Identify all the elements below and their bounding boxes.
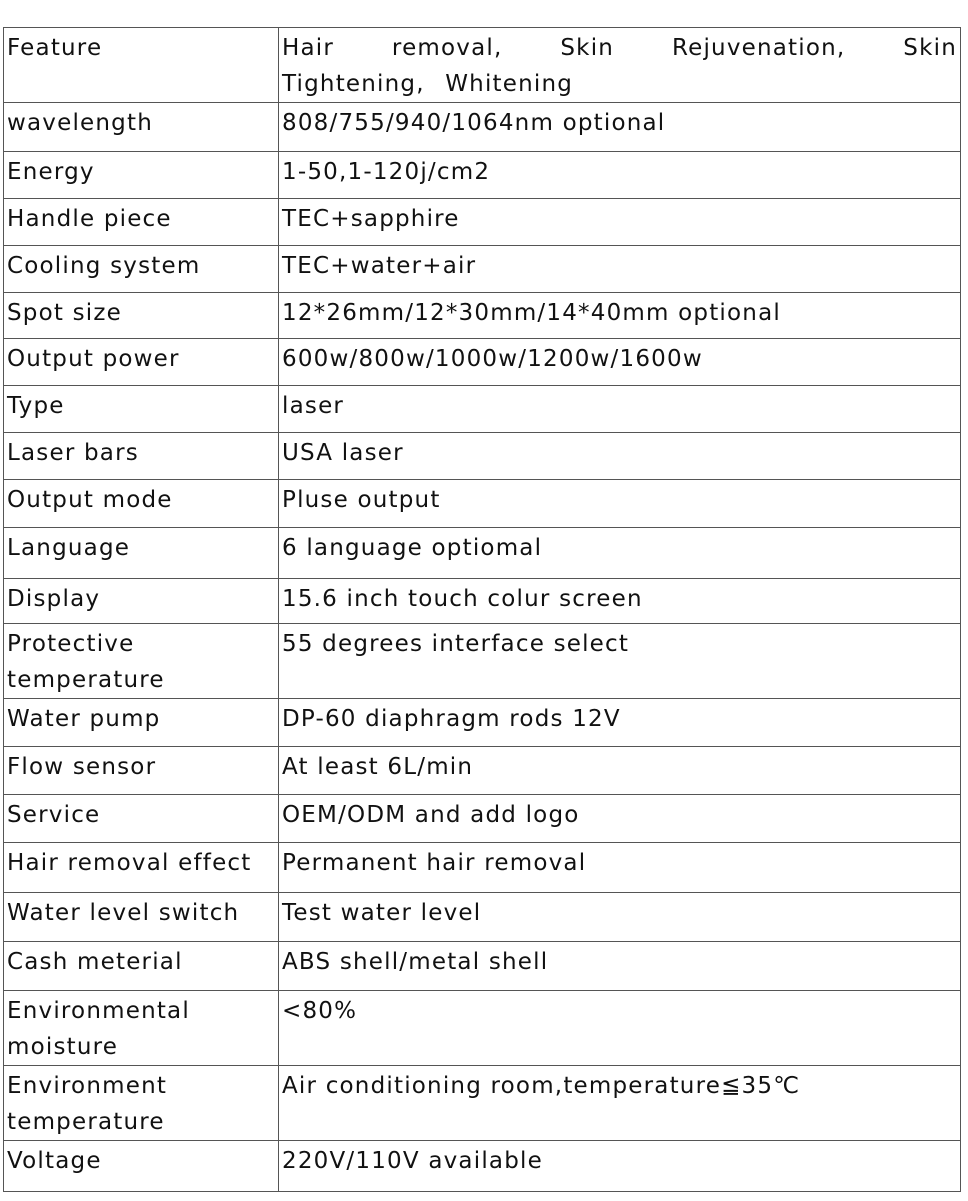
- spec-value: Hair removal, Skin Rejuvenation, Skin Tightening, Whitening: [279, 28, 961, 103]
- spec-label: Voltage: [4, 1141, 279, 1192]
- spec-label: Environmental moisture: [4, 991, 279, 1066]
- table-row: [4, 942, 961, 991]
- table-row: [4, 1141, 961, 1192]
- spec-label: Flow sensor: [4, 747, 279, 795]
- spec-label: Laser bars: [4, 433, 279, 480]
- table-row: [4, 991, 961, 1066]
- table-row: [4, 893, 961, 942]
- spec-label: Water pump: [4, 699, 279, 747]
- spec-value: 12*26mm/12*30mm/14*40mm optional: [279, 293, 961, 339]
- table-row: [4, 1066, 961, 1141]
- spec-label: Water level switch: [4, 893, 279, 942]
- table-row: [4, 199, 961, 246]
- spec-label: Energy: [4, 152, 279, 199]
- table-row: [4, 28, 961, 103]
- spec-value: 6 language optiomal: [279, 528, 961, 579]
- spec-label: Display: [4, 579, 279, 624]
- spec-value: 55 degrees interface select: [279, 624, 961, 699]
- spec-value: laser: [279, 386, 961, 433]
- table-row: [4, 747, 961, 795]
- table-row: [4, 293, 961, 339]
- spec-label: Output power: [4, 339, 279, 386]
- spec-label: Type: [4, 386, 279, 433]
- table-row: [4, 480, 961, 528]
- table-row: [4, 246, 961, 293]
- spec-value: ABS shell/metal shell: [279, 942, 961, 991]
- spec-value: Pluse output: [279, 480, 961, 528]
- table-row: [4, 103, 961, 152]
- table-row: [4, 528, 961, 579]
- spec-label: Service: [4, 795, 279, 843]
- spec-label: Cooling system: [4, 246, 279, 293]
- spec-label: wavelength: [4, 103, 279, 152]
- spec-value: USA laser: [279, 433, 961, 480]
- spec-value: At least 6L/min: [279, 747, 961, 795]
- spec-value: 15.6 inch touch colur screen: [279, 579, 961, 624]
- table-row: [4, 699, 961, 747]
- spec-value: Test water level: [279, 893, 961, 942]
- spec-value: TEC+water+air: [279, 246, 961, 293]
- spec-value: DP-60 diaphragm rods 12V: [279, 699, 961, 747]
- table-row: [4, 152, 961, 199]
- spec-label: Spot size: [4, 293, 279, 339]
- table-row: [4, 843, 961, 893]
- spec-value: <80%: [279, 991, 961, 1066]
- spec-value: 808/755/940/1064nm optional: [279, 103, 961, 152]
- spec-value: OEM/ODM and add logo: [279, 795, 961, 843]
- spec-value: 1-50,1-120j/cm2: [279, 152, 961, 199]
- table-row: [4, 579, 961, 624]
- spec-label: Cash meterial: [4, 942, 279, 991]
- table-row: [4, 433, 961, 480]
- table-row: [4, 624, 961, 699]
- spec-value: Permanent hair removal: [279, 843, 961, 893]
- spec-label: Feature: [4, 28, 279, 103]
- table-row: [4, 386, 961, 433]
- table-row: [4, 339, 961, 386]
- spec-label: Protective temperature: [4, 624, 279, 699]
- specification-table: [3, 27, 961, 1192]
- spec-label: Language: [4, 528, 279, 579]
- spec-value: Air conditioning room,temperature≦35℃: [279, 1066, 961, 1141]
- spec-value: 220V/110V available: [279, 1141, 961, 1192]
- specification-table-body: [4, 28, 961, 1192]
- spec-value: TEC+sapphire: [279, 199, 961, 246]
- spec-label: Handle piece: [4, 199, 279, 246]
- spec-label: Output mode: [4, 480, 279, 528]
- spec-label: Environment temperature: [4, 1066, 279, 1141]
- spec-value: 600w/800w/1000w/1200w/1600w: [279, 339, 961, 386]
- spec-label: Hair removal effect: [4, 843, 279, 893]
- table-row: [4, 795, 961, 843]
